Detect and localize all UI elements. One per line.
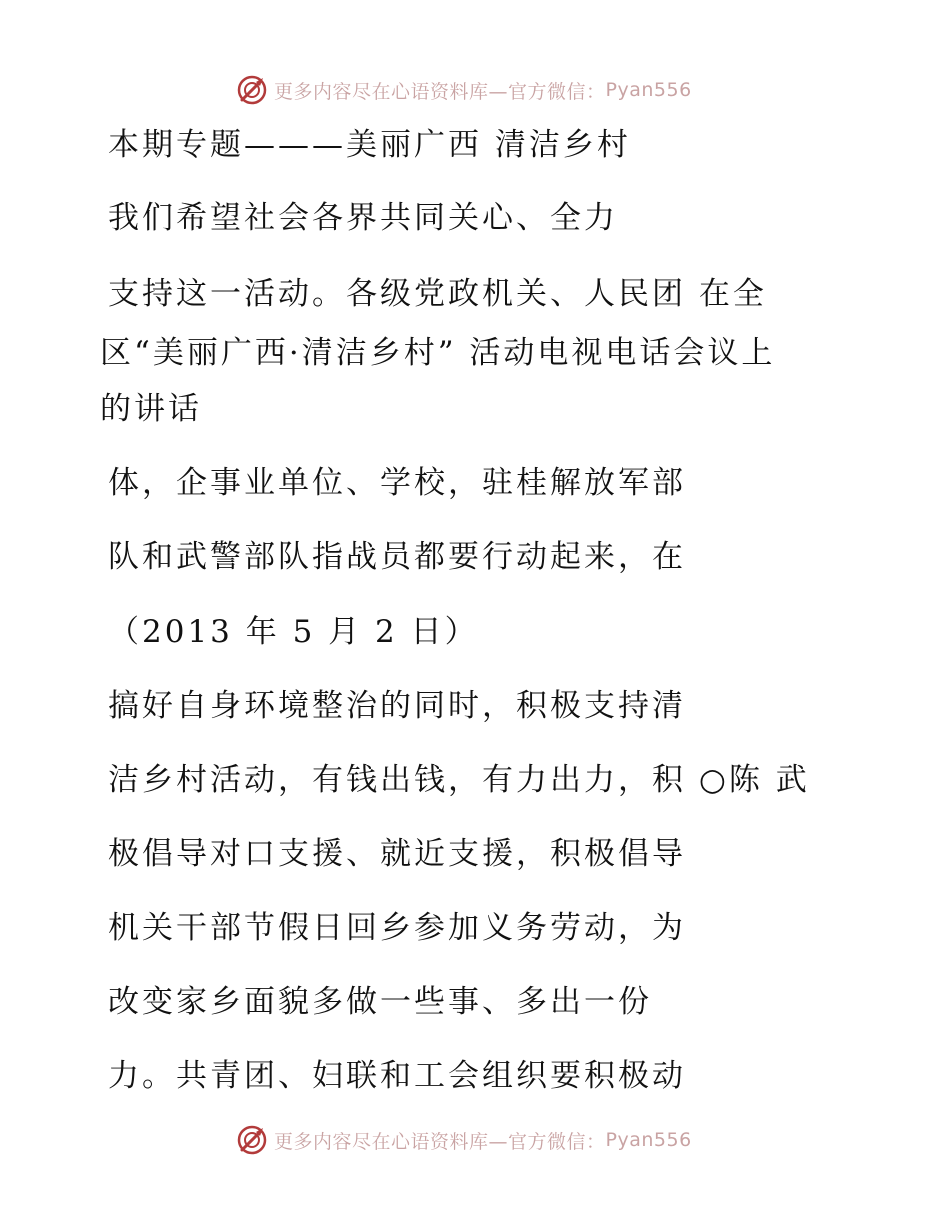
body-line: 机关干部节假日回乡参加义务劳动，为 <box>108 910 686 946</box>
date-line: （2013 年 5 月 2 日） <box>108 614 479 650</box>
header-watermark <box>236 72 692 108</box>
body-line: 搞好自身环境整治的同时，积极支持清 <box>108 688 686 724</box>
watermark-text: 更多内容尽在心语资料库—官方微信： <box>274 1130 606 1153</box>
body-line: 力。共青团、妇联和工会组织要积极动 <box>108 1058 686 1094</box>
body-line: 支持这一活动。各级党政机关、人民团 在全 <box>108 276 767 312</box>
body-line: 改变家乡面貌多做一些事、多出一份 <box>108 984 652 1020</box>
watermark-wechat-id: Pyan556 <box>605 79 692 101</box>
title-line: 本期专题———美丽广西 清洁乡村 <box>108 127 631 163</box>
body-line: 我们希望社会各界共同关心、全力 <box>108 200 618 236</box>
body-line: 极倡导对口支援、就近支援，积极倡导 <box>108 836 686 872</box>
body-line: 队和武警部队指战员都要行动起来，在 <box>108 539 686 575</box>
watermark-logo-icon <box>236 1124 268 1156</box>
footer-watermark <box>236 1122 692 1158</box>
body-line: 体，企事业单位、学校，驻桂解放军部 <box>108 465 686 501</box>
speech-title-line: 区“美丽广西·清洁乡村” 活动电视电话会议上 <box>100 335 776 371</box>
watermark-logo-icon <box>236 74 268 106</box>
speech-title-line: 的讲话 <box>100 391 202 427</box>
watermark-wechat-id: Pyan556 <box>605 1129 692 1151</box>
watermark-text: 更多内容尽在心语资料库—官方微信： <box>274 80 606 103</box>
body-line: 洁乡村活动，有钱出钱，有力出力，积 ○陈 武 <box>108 762 810 798</box>
